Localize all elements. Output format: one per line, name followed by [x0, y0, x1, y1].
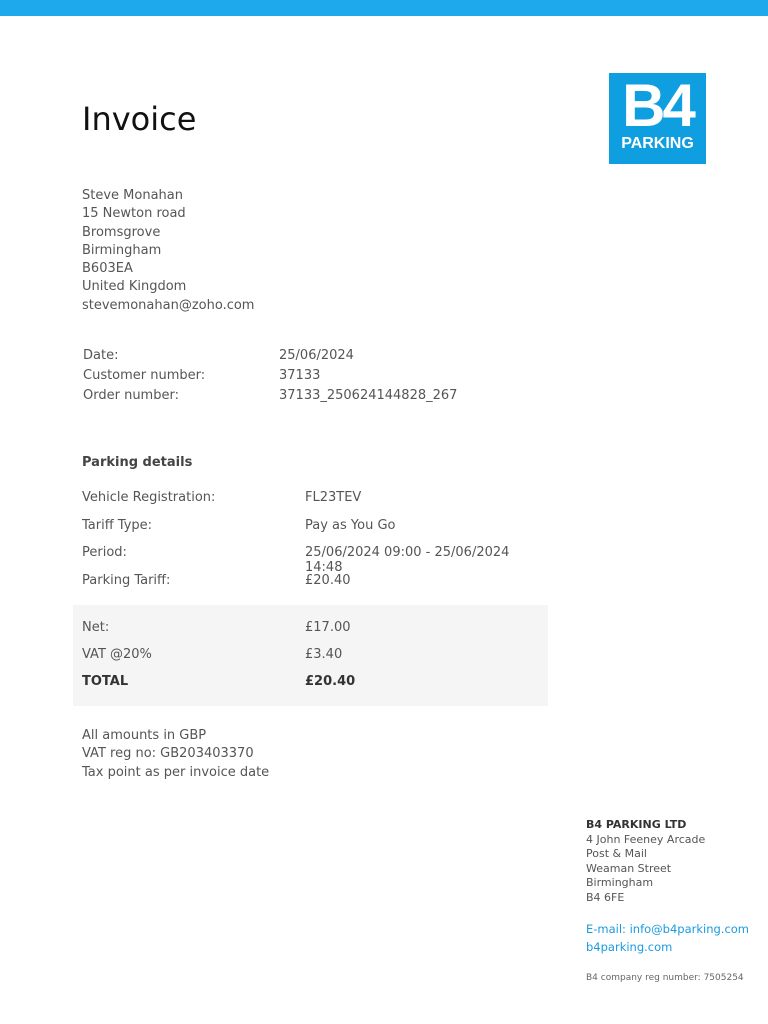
detail-row-period	[82, 545, 548, 573]
net-value: £17.00	[305, 620, 351, 635]
invoice-meta	[82, 348, 482, 408]
note-currency: All amounts in GBP	[82, 728, 207, 743]
customer-email: stevemonahan@zoho.com	[82, 297, 255, 313]
logo-sub-text: PARKING	[621, 135, 694, 152]
detail-row-vehicle-registration	[82, 490, 548, 518]
company-address-line: 4 John Feeney Arcade	[586, 832, 706, 846]
customer-postcode: B603EA	[82, 261, 133, 277]
meta-row-customer-number	[82, 368, 482, 388]
total-value: £20.40	[305, 674, 356, 689]
logo-main-text: B4	[622, 72, 693, 139]
customer-name: Steve Monahan	[82, 188, 183, 203]
customer-town: Bromsgrove	[82, 224, 161, 240]
detail-label: Vehicle Registration:	[82, 490, 216, 505]
meta-value: 37133	[279, 368, 321, 383]
customer-address	[82, 187, 254, 315]
meta-label: Customer number:	[83, 368, 206, 383]
detail-row-parking-tariff	[82, 573, 548, 601]
meta-value: 37133_250624144828_267	[279, 388, 458, 403]
parking-details-heading: Parking details	[82, 455, 193, 470]
meta-label: Date:	[83, 348, 119, 363]
customer-city: Birmingham	[82, 242, 162, 258]
net-label: Net:	[82, 620, 110, 635]
company-reg-number: B4 company reg number: 7505254	[586, 973, 744, 983]
detail-row-tariff-type	[82, 518, 548, 546]
totals-row-vat	[82, 647, 542, 667]
company-contact	[586, 920, 749, 956]
company-email-link[interactable]: E-mail: info@b4parking.com	[586, 922, 750, 936]
totals-row-total	[82, 674, 542, 694]
company-address-line: Birmingham	[586, 876, 654, 890]
totals-row-net	[82, 620, 542, 640]
detail-value: Pay as You Go	[305, 517, 396, 533]
company-address-block	[586, 818, 705, 906]
detail-label: Tariff Type:	[82, 517, 153, 533]
meta-row-order-number	[82, 388, 482, 408]
meta-value: 25/06/2024	[279, 348, 354, 363]
parking-details	[82, 490, 548, 600]
invoice-notes	[82, 727, 269, 782]
detail-value: FL23TEV	[305, 490, 362, 505]
company-name: B4 PARKING LTD	[586, 818, 687, 831]
note-tax-point: Tax point as per invoice date	[82, 764, 270, 780]
detail-value: 25/06/2024 09:00 - 25/06/2024 14:48	[305, 545, 510, 575]
vat-label: VAT @20%	[82, 647, 152, 662]
note-vat-reg: VAT reg no: GB203403370	[82, 746, 254, 762]
detail-value: £20.40	[305, 572, 351, 588]
b4-parking-logo	[609, 73, 706, 164]
detail-label: Parking Tariff:	[82, 572, 171, 588]
detail-label: Period:	[82, 545, 127, 560]
meta-label: Order number:	[83, 388, 179, 403]
company-address-line: Post & Mail	[586, 847, 647, 861]
vat-value: £3.40	[305, 647, 343, 662]
company-website-link[interactable]: b4parking.com	[586, 940, 673, 954]
page-title: Invoice	[82, 100, 197, 138]
totals-box	[73, 605, 548, 706]
company-address-line: B4 6FE	[586, 890, 625, 904]
total-label: TOTAL	[82, 674, 129, 689]
top-accent-bar	[0, 0, 768, 16]
company-address-line: Weaman Street	[586, 861, 672, 875]
customer-country: United Kingdom	[82, 279, 187, 295]
customer-street: 15 Newton road	[82, 206, 186, 222]
meta-row-date	[82, 348, 482, 368]
